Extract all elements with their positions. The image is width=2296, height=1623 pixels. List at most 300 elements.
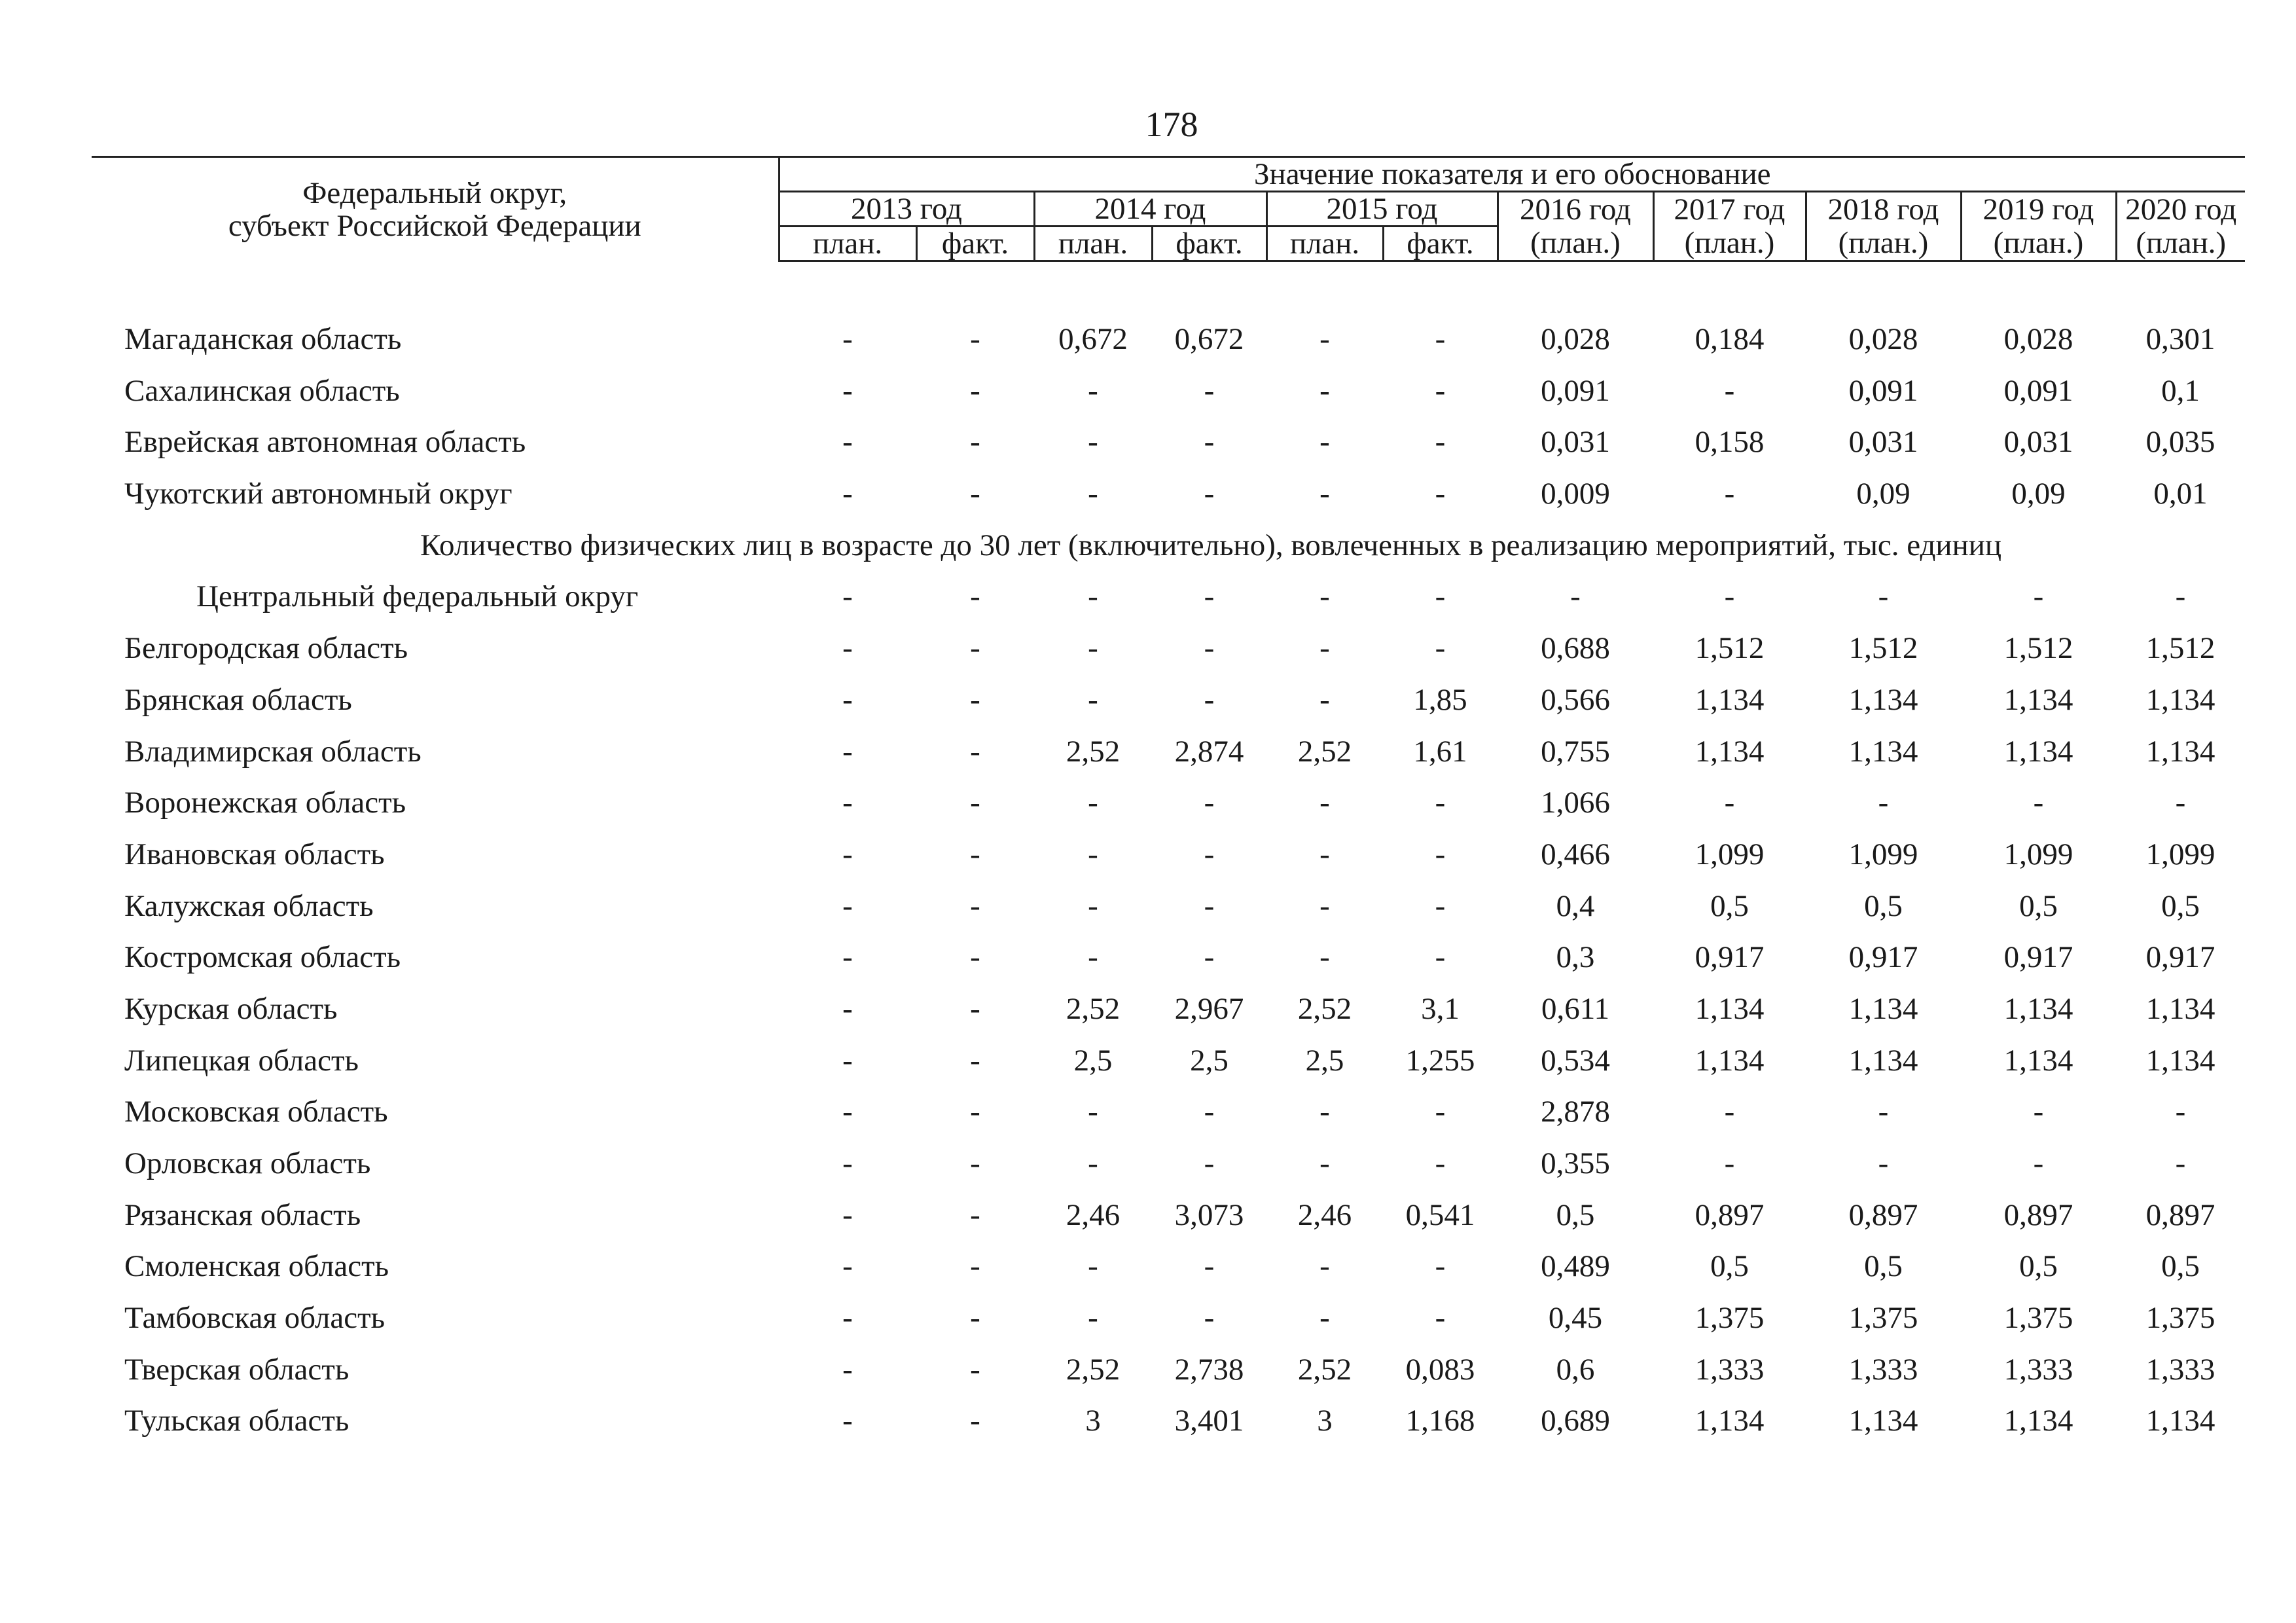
value-cell: - [1435, 322, 1446, 357]
value-cell: 0,09 [1856, 477, 1910, 511]
region-name-cell: Чукотский автономный округ [124, 477, 512, 511]
value-cell: - [1088, 477, 1098, 511]
value-cell: 0,672 [1058, 322, 1128, 357]
value-cell: 1,134 [2003, 1043, 2073, 1078]
value-cell: 3,401 [1174, 1404, 1244, 1438]
value-cell: 1,134 [1848, 682, 1918, 717]
value-cell: - [970, 1146, 980, 1181]
value-cell: 1,333 [1695, 1352, 1765, 1387]
value-cell: 0,897 [1695, 1197, 1765, 1232]
value-cell: - [1204, 373, 1215, 408]
region-name-cell: Магаданская область [124, 322, 402, 357]
value-cell: 1,134 [1695, 1404, 1765, 1438]
value-cell: - [970, 425, 980, 460]
value-cell: - [1435, 1249, 1446, 1284]
value-cell: 1,134 [1695, 1043, 1765, 1078]
year-header-2013: 2013 год [779, 192, 1034, 227]
value-cell: 1,134 [2145, 682, 2215, 717]
value-cell: 0,5 [2161, 1249, 2200, 1284]
value-cell: - [1570, 579, 1581, 614]
value-cell: - [2033, 1146, 2044, 1181]
value-cell: 0,028 [1541, 322, 1610, 357]
plan-subheader: (план.) [2116, 227, 2245, 261]
value-cell: 0,158 [1695, 425, 1765, 460]
value-cell: - [1204, 940, 1215, 975]
value-cell: - [1435, 1095, 1446, 1129]
plan-subheader: план. [1034, 227, 1152, 261]
value-cell: 0,355 [1541, 1146, 1610, 1181]
value-cell: - [1435, 940, 1446, 975]
value-cell: 2,46 [1066, 1197, 1121, 1232]
value-cell: - [1435, 1301, 1446, 1336]
year-header-2019: 2019 год [1961, 192, 2116, 227]
value-cell: 2,52 [1297, 991, 1352, 1026]
value-cell: - [970, 477, 980, 511]
value-cell: 0,672 [1174, 322, 1244, 357]
value-cell: 0,534 [1541, 1043, 1610, 1078]
value-cell: - [1204, 1249, 1215, 1284]
value-cell: - [1204, 1301, 1215, 1336]
value-cell: 0,091 [2003, 373, 2073, 408]
value-cell: 2,878 [1541, 1095, 1610, 1129]
value-cell: - [842, 1404, 853, 1438]
value-cell: 1,099 [2145, 837, 2215, 871]
value-cell: - [1319, 631, 1330, 666]
value-cell: 1,333 [2145, 1352, 2215, 1387]
value-cell: 0,028 [2003, 322, 2073, 357]
table-row [92, 880, 2245, 932]
value-cell: - [1435, 1146, 1446, 1181]
value-cell: 1,134 [1848, 991, 1918, 1026]
value-cell: - [970, 322, 980, 357]
value-cell: - [970, 579, 980, 614]
fact-subheader: факт. [916, 227, 1034, 261]
year-header-2016: 2016 год [1498, 192, 1653, 227]
table-row [92, 1189, 2245, 1241]
value-cell: 2,52 [1066, 734, 1121, 769]
value-cell: 1,134 [2145, 1404, 2215, 1438]
value-cell: - [1319, 837, 1330, 871]
value-cell: 0,5 [1710, 1249, 1749, 1284]
plan-subheader: (план.) [1653, 227, 1806, 261]
value-cell: 0,031 [1848, 425, 1918, 460]
value-cell: - [842, 579, 853, 614]
value-cell: - [1319, 373, 1330, 408]
value-cell: 1,134 [2145, 991, 2215, 1026]
value-cell: - [970, 734, 980, 769]
value-cell: 1,134 [1695, 991, 1765, 1026]
year-header-2018: 2018 год [1806, 192, 1961, 227]
value-cell: - [1088, 888, 1098, 923]
value-cell: - [1319, 477, 1330, 511]
value-cell: 1,134 [1695, 734, 1765, 769]
region-header-line-1: Федеральный округ, [302, 175, 567, 210]
fact-subheader: факт. [1383, 227, 1498, 261]
value-cell: 1,512 [2003, 631, 2073, 666]
value-cell: - [970, 1404, 980, 1438]
value-cell: 1,85 [1413, 682, 1467, 717]
value-cell: 1,61 [1413, 734, 1467, 769]
value-cell: - [970, 1095, 980, 1129]
value-cell: 0,917 [1695, 940, 1765, 975]
value-cell: 0,611 [1541, 991, 1609, 1026]
value-cell: - [970, 1352, 980, 1387]
value-cell: 0,5 [1710, 888, 1749, 923]
value-cell: - [2175, 579, 2186, 614]
value-cell: - [1204, 1146, 1215, 1181]
value-cell: - [2175, 786, 2186, 820]
value-cell: 0,45 [1548, 1301, 1603, 1336]
value-cell: - [970, 837, 980, 871]
region-name-cell: Тамбовская область [124, 1301, 386, 1336]
table-row [92, 314, 2245, 365]
value-cell: 0,1 [2161, 373, 2200, 408]
value-cell: - [1435, 837, 1446, 871]
value-cell: - [842, 1352, 853, 1387]
value-cell: 1,134 [1848, 1404, 1918, 1438]
year-header-2014: 2014 год [1034, 192, 1266, 227]
table-header [92, 157, 2245, 261]
table-row [92, 1034, 2245, 1086]
value-cell: 0,5 [2161, 888, 2200, 923]
value-cell: 0,301 [2145, 322, 2215, 357]
plan-subheader: план. [779, 227, 916, 261]
value-cell: - [1878, 1095, 1889, 1129]
value-cell: - [842, 940, 853, 975]
value-cell: 1,134 [2003, 991, 2073, 1026]
value-cell: - [842, 1095, 853, 1129]
region-name-cell: Смоленская область [124, 1249, 389, 1284]
plan-subheader: (план.) [1806, 227, 1961, 261]
value-cell: 0,4 [1556, 888, 1595, 923]
value-cell: 1,099 [1848, 837, 1918, 871]
value-cell: - [842, 837, 853, 871]
value-cell: 1,099 [1695, 837, 1765, 871]
value-cell: 1,168 [1405, 1404, 1475, 1438]
table-row [92, 468, 2245, 520]
value-cell: - [1088, 425, 1098, 460]
value-cell: 0,5 [1864, 1249, 1903, 1284]
value-cell: - [970, 373, 980, 408]
value-cell: 0,031 [1541, 425, 1610, 460]
region-name-cell: Тверская область [124, 1352, 350, 1387]
value-cell: - [842, 786, 853, 820]
value-cell: 0,466 [1541, 837, 1610, 871]
value-cell: - [970, 991, 980, 1026]
district-row [92, 571, 2245, 623]
value-cell: 3,073 [1174, 1197, 1244, 1232]
value-cell: 1,333 [2003, 1352, 2073, 1387]
region-name-cell: Калужская область [124, 888, 374, 923]
value-cell: 0,5 [2019, 1249, 2058, 1284]
value-cell: 0,755 [1541, 734, 1610, 769]
value-cell: 2,52 [1066, 1352, 1121, 1387]
value-cell: - [1204, 425, 1215, 460]
value-cell: - [1878, 579, 1889, 614]
value-cell: 1,134 [1848, 1043, 1918, 1078]
value-cell: - [1204, 1095, 1215, 1129]
table-row [92, 983, 2245, 1035]
value-cell: - [1319, 682, 1330, 717]
value-cell: - [842, 477, 853, 511]
value-cell: - [1724, 477, 1735, 511]
value-cell: 3 [1085, 1404, 1101, 1438]
indicator-table [92, 156, 2245, 1447]
table-row [92, 416, 2245, 468]
value-cell: - [842, 1301, 853, 1336]
value-cell: 0,5 [1864, 888, 1903, 923]
value-cell: 1,375 [2003, 1301, 2073, 1336]
region-name-cell: Воронежская область [124, 786, 406, 820]
value-cell: 1,134 [2003, 734, 2073, 769]
value-cell: - [1088, 579, 1098, 614]
value-cell: 1,512 [1695, 631, 1765, 666]
value-cell: 0,184 [1695, 322, 1765, 357]
region-name-cell: Липецкая область [124, 1043, 359, 1078]
value-cell: 1,375 [1695, 1301, 1765, 1336]
value-cell: 1,375 [1848, 1301, 1918, 1336]
district-name-cell: Центральный федеральный округ [196, 579, 639, 614]
region-name-cell: Белгородская область [124, 631, 408, 666]
value-cell: - [842, 1249, 853, 1284]
value-cell: 1,375 [2145, 1301, 2215, 1336]
region-name-cell: Рязанская область [124, 1197, 361, 1232]
value-cell: 0,5 [1556, 1197, 1595, 1232]
value-cell: 2,874 [1174, 734, 1244, 769]
region-name-cell: Еврейская автономная область [124, 425, 526, 460]
value-cell: 2,5 [1190, 1043, 1229, 1078]
value-cell: 0,566 [1541, 682, 1610, 717]
value-cell: - [1088, 631, 1098, 666]
value-cell: - [1319, 1249, 1330, 1284]
value-cell: 0,917 [2003, 940, 2073, 975]
value-cell: - [970, 1249, 980, 1284]
value-cell: - [2033, 579, 2044, 614]
value-cell: 1,333 [1848, 1352, 1918, 1387]
value-cell: - [1435, 786, 1446, 820]
table-row [92, 365, 2245, 416]
value-cell: - [1319, 940, 1330, 975]
table-row [92, 777, 2245, 829]
value-cell: 0,689 [1541, 1404, 1610, 1438]
value-cell: - [842, 1043, 853, 1078]
value-cell: - [1319, 888, 1330, 923]
value-cell: 0,897 [1848, 1197, 1918, 1232]
region-name-cell: Брянская область [124, 682, 352, 717]
value-cell: 0,5 [2019, 888, 2058, 923]
value-cell: - [842, 682, 853, 717]
value-cell: - [1319, 1095, 1330, 1129]
value-cell: 0,091 [1848, 373, 1918, 408]
plan-subheader: (план.) [1961, 227, 2116, 261]
value-cell: - [1088, 786, 1098, 820]
region-name-cell: Владимирская область [124, 734, 422, 769]
value-cell: - [1319, 425, 1330, 460]
value-cell: - [842, 734, 853, 769]
value-cell: - [1724, 1146, 1735, 1181]
value-cell: - [842, 373, 853, 408]
value-cell: - [1088, 1146, 1098, 1181]
table-row [92, 1292, 2245, 1344]
value-cell: 0,009 [1541, 477, 1610, 511]
value-cell: - [1088, 1249, 1098, 1284]
table-row [92, 725, 2245, 777]
value-cell: - [1435, 477, 1446, 511]
value-cell: 2,52 [1297, 734, 1352, 769]
value-cell: - [842, 888, 853, 923]
value-cell: - [970, 1301, 980, 1336]
value-cell: - [1319, 579, 1330, 614]
value-cell: 1,512 [2145, 631, 2215, 666]
value-cell: 0,031 [2003, 425, 2073, 460]
table-row [92, 674, 2245, 726]
region-name-cell: Сахалинская область [124, 373, 400, 408]
value-cell: 0,028 [1848, 322, 1918, 357]
value-cell: 0,083 [1405, 1352, 1475, 1387]
value-cell: 0,09 [2011, 477, 2066, 511]
value-cell: - [1204, 631, 1215, 666]
value-cell: - [970, 786, 980, 820]
value-cell: 2,967 [1174, 991, 1244, 1026]
value-cell: 0,01 [2153, 477, 2208, 511]
region-name-cell: Московская область [124, 1095, 388, 1129]
value-cell: 0,897 [2145, 1197, 2215, 1232]
year-header-2017: 2017 год [1653, 192, 1806, 227]
value-cell: - [1319, 1301, 1330, 1336]
table-row [92, 932, 2245, 983]
table-row [92, 1241, 2245, 1292]
value-cell: - [842, 1197, 853, 1232]
value-cell: - [970, 1043, 980, 1078]
value-cell: - [1204, 837, 1215, 871]
value-cell: - [1435, 631, 1446, 666]
value-cell: 0,917 [1848, 940, 1918, 975]
value-cell: 1,512 [1848, 631, 1918, 666]
value-cell: - [1088, 1095, 1098, 1129]
region-header-line-2: субъект Российской Федерации [228, 208, 641, 243]
value-cell: - [1435, 373, 1446, 408]
value-cell: - [1878, 1146, 1889, 1181]
region-name-cell: Ивановская область [124, 837, 385, 871]
region-name-cell: Костромская область [124, 940, 401, 975]
value-cell: - [1724, 786, 1735, 820]
value-cell: - [842, 1146, 853, 1181]
region-column-header [92, 157, 779, 261]
value-cell: - [1088, 940, 1098, 975]
value-cell: 1,099 [2003, 837, 2073, 871]
value-cell: - [1204, 786, 1215, 820]
value-cell: - [2175, 1146, 2186, 1181]
value-cell: - [1724, 579, 1735, 614]
indicator-group-header: Значение показателя и его обоснование [779, 157, 2245, 192]
spacer-cell [92, 261, 2245, 314]
table-row [92, 1138, 2245, 1190]
table-row [92, 1086, 2245, 1138]
value-cell: - [1204, 579, 1215, 614]
value-cell: - [1088, 1301, 1098, 1336]
value-cell: - [1319, 786, 1330, 820]
value-cell: - [1435, 888, 1446, 923]
value-cell: 2,738 [1174, 1352, 1244, 1387]
region-name-cell: Курская область [124, 991, 338, 1026]
value-cell: - [970, 888, 980, 923]
value-cell: - [2033, 786, 2044, 820]
region-name-cell: Орловская область [124, 1146, 371, 1181]
value-cell: - [842, 991, 853, 1026]
value-cell: - [842, 631, 853, 666]
value-cell: - [1319, 322, 1330, 357]
plan-subheader: (план.) [1498, 227, 1653, 261]
value-cell: - [2033, 1095, 2044, 1129]
value-cell: - [1319, 1146, 1330, 1181]
value-cell: - [970, 1197, 980, 1232]
section-title: Количество физических лиц в возрасте до 30 лет (включительно), вовлеченных в реализацию мероприятий, тыс. единиц [420, 528, 2002, 562]
spacer-row [92, 261, 2245, 314]
page-number: 178 [1145, 105, 1198, 144]
value-cell: 0,897 [2003, 1197, 2073, 1232]
value-cell: 2,52 [1066, 991, 1121, 1026]
value-cell: 1,255 [1405, 1043, 1475, 1078]
value-cell: 0,917 [2145, 940, 2215, 975]
value-cell: 2,46 [1297, 1197, 1352, 1232]
section-title-row [92, 519, 2245, 571]
value-cell: - [842, 322, 853, 357]
value-cell: 3 [1317, 1404, 1333, 1438]
table-row [92, 1343, 2245, 1395]
value-cell: - [1724, 1095, 1735, 1129]
table-row [92, 829, 2245, 881]
value-cell: 0,489 [1541, 1249, 1610, 1284]
value-cell: - [970, 682, 980, 717]
value-cell: 1,066 [1541, 786, 1610, 820]
year-header-2020: 2020 год [2116, 192, 2245, 227]
value-cell: - [842, 425, 853, 460]
value-cell: - [1878, 786, 1889, 820]
value-cell: 0,091 [1541, 373, 1610, 408]
value-cell: - [1204, 888, 1215, 923]
value-cell: - [1088, 373, 1098, 408]
value-cell: 2,52 [1297, 1352, 1352, 1387]
region-name-cell: Тульская область [124, 1404, 350, 1438]
value-cell: 1,134 [1695, 682, 1765, 717]
fact-subheader: факт. [1152, 227, 1266, 261]
value-cell: 1,134 [1848, 734, 1918, 769]
value-cell: 0,6 [1556, 1352, 1595, 1387]
year-header-2015: 2015 год [1266, 192, 1498, 227]
table-body [92, 261, 2245, 1447]
value-cell: - [1204, 682, 1215, 717]
value-cell: 0,541 [1405, 1197, 1475, 1232]
value-cell: 2,5 [1305, 1043, 1344, 1078]
value-cell: 1,134 [2145, 734, 2215, 769]
value-cell: 1,134 [2003, 1404, 2073, 1438]
value-cell: - [1204, 477, 1215, 511]
table-row [92, 1395, 2245, 1447]
value-cell: - [1435, 425, 1446, 460]
value-cell: 0,688 [1541, 631, 1610, 666]
value-cell: 0,035 [2145, 425, 2215, 460]
value-cell: 1,134 [2145, 1043, 2215, 1078]
value-cell: 1,134 [2003, 682, 2073, 717]
value-cell: - [1088, 682, 1098, 717]
plan-subheader: план. [1266, 227, 1383, 261]
value-cell: 3,1 [1421, 991, 1460, 1026]
value-cell: 2,5 [1073, 1043, 1113, 1078]
table-row [92, 623, 2245, 674]
value-cell: 0,3 [1556, 940, 1595, 975]
value-cell: - [970, 631, 980, 666]
value-cell: - [2175, 1095, 2186, 1129]
